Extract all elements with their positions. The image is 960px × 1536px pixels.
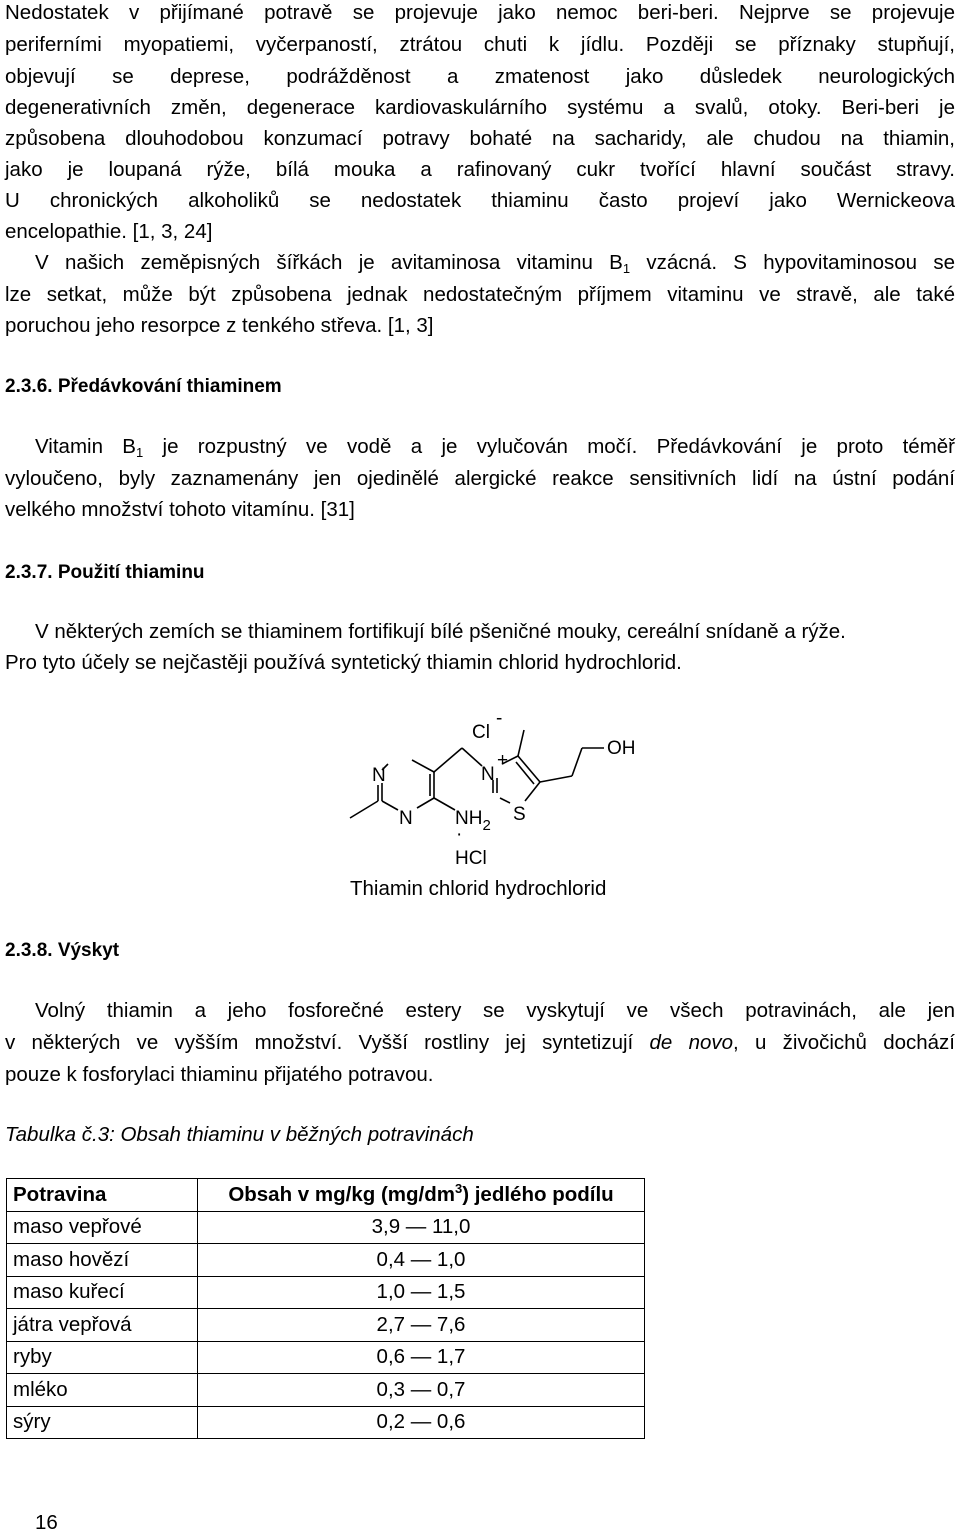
bond xyxy=(540,776,572,782)
table-row xyxy=(7,1309,645,1342)
text-line: periferními myopatiemi, vyčerpaností, ztrátou chuti k jídlu. Později se příznaky stupňují, xyxy=(5,33,955,56)
food-cell: játra vepřová xyxy=(7,1309,198,1342)
text-line: způsobena dlouhodobou konzumací potravy bohaté na sacharidy, ale chudou na thiamin, xyxy=(5,127,955,150)
table-header-row xyxy=(7,1179,645,1212)
table-row xyxy=(7,1244,645,1277)
text-segment: je rozpustný ve vodě a je vylučován močí. Předávkování je proto téměř xyxy=(143,435,955,458)
text-line: Volný thiamin a jeho fosforečné estery se vyskytují ve všech potravinách, ale jen xyxy=(35,999,955,1022)
text-segment: , u živočichů dochází xyxy=(733,1031,956,1054)
food-cell: maso hovězí xyxy=(7,1244,198,1277)
text-segment: vzácná. S hypovitaminosou se xyxy=(630,251,955,274)
text-line: poruchou jeho resorpce z tenkého střeva. [1, 3] xyxy=(5,314,434,337)
adduct-dot: · xyxy=(456,824,463,845)
table-row xyxy=(7,1276,645,1309)
amino-main: NH xyxy=(455,808,483,829)
text-line: V některých zemích se thiaminem fortifikují bílé pšeničné mouky, cereální snídaně a rýže. xyxy=(35,620,846,643)
table-row xyxy=(7,1341,645,1374)
subscript: 1 xyxy=(135,445,144,460)
bond xyxy=(500,798,510,803)
bond xyxy=(572,748,582,776)
text-segment: V našich zeměpisných šířkách je avitaminosa vitaminu B xyxy=(35,251,623,274)
superscript: 3 xyxy=(454,1180,463,1196)
bond xyxy=(350,801,378,818)
value-cell: 1,0 — 1,5 xyxy=(198,1276,645,1309)
text-line: jako je loupaná rýže, bílá mouka a rafinovaný cukr tvořící hlavní součást stravy. xyxy=(5,158,955,181)
text-line: Nedostatek v přijímané potravě se projevuje jako nemoc beri-beri. Nejprve se projevuje xyxy=(5,1,955,24)
header-value-text: ) jedlého podílu xyxy=(462,1182,614,1206)
header-value xyxy=(198,1179,645,1212)
text-line xyxy=(35,250,955,276)
table-row xyxy=(7,1374,645,1407)
bond xyxy=(518,730,524,756)
value-cell: 0,6 — 1,7 xyxy=(198,1341,645,1374)
section-heading: 2.3.6. Předávkování thiaminem xyxy=(5,376,282,397)
text-segment: v některých ve vyšším množství. Vyšší rostliny jej syntetizují xyxy=(5,1031,650,1054)
pyrimidine-nitrogen: N xyxy=(372,765,386,786)
amino-subscript: 2 xyxy=(482,817,491,834)
thiazole-nitrogen: N xyxy=(481,764,495,785)
plus-sign: + xyxy=(497,750,509,771)
bond xyxy=(434,748,462,772)
text-line: degenerativních změn, degenerace kardiovaskulárního systému a svalů, otoky. Beri-beri je xyxy=(5,96,955,119)
bond xyxy=(382,801,398,810)
table-caption: Tabulka č.3: Obsah thiaminu v běžných potravinách xyxy=(5,1123,474,1146)
sulfur-atom: S xyxy=(513,804,526,825)
food-cell: mléko xyxy=(7,1374,198,1407)
value-cell: 0,4 — 1,0 xyxy=(198,1244,645,1277)
structure-caption: Thiamin chlorid hydrochlorid xyxy=(350,877,607,900)
text-line: objevují se deprese, podrážděnost a zmatenost jako důsledek neurologických xyxy=(5,65,955,88)
text-line: pouze k fosforylaci thiaminu přijatého potravou. xyxy=(5,1063,434,1086)
table-row xyxy=(7,1211,645,1244)
italic-term: de novo xyxy=(649,1031,734,1054)
bond xyxy=(434,798,455,810)
food-cell: sýry xyxy=(7,1406,198,1439)
section-heading: 2.3.7. Použití thiaminu xyxy=(5,562,205,583)
food-cell: maso kuřecí xyxy=(7,1276,198,1309)
table-row xyxy=(7,1406,645,1439)
header-food: Potravina xyxy=(7,1179,198,1212)
thiamine-content-table xyxy=(6,1178,645,1439)
hcl-label: HCl xyxy=(455,848,487,869)
food-cell: maso vepřové xyxy=(7,1211,198,1244)
minus-sign: - xyxy=(496,708,503,729)
section-heading: 2.3.8. Výskyt xyxy=(5,940,120,961)
bond xyxy=(462,748,482,766)
text-line: lze setkat, může být způsobena jednak nedostatečným příjmem vitaminu ve stravě, ale také xyxy=(5,283,955,306)
bonds xyxy=(350,730,604,818)
food-cell: ryby xyxy=(7,1341,198,1374)
pyrimidine-nitrogen: N xyxy=(399,808,413,829)
text-line xyxy=(5,1030,955,1056)
text-line: vyloučeno, byly zaznamenány jen ojedinělé alergické reakce sensitivních lidí na ústní podání xyxy=(5,467,955,490)
text-segment: Vitamin B xyxy=(35,435,136,458)
page-number: 16 xyxy=(35,1511,58,1534)
text-line: U chronických alkoholiků se nedostatek thiaminu často projeví jako Wernickeova xyxy=(5,189,955,212)
value-cell: 3,9 — 11,0 xyxy=(198,1211,645,1244)
value-cell: 0,3 — 0,7 xyxy=(198,1374,645,1407)
text-line xyxy=(35,434,955,460)
subscript: 1 xyxy=(622,261,631,276)
bond xyxy=(417,798,434,808)
bond xyxy=(412,760,434,772)
bond xyxy=(525,782,540,801)
text-line: encelopathie. [1, 3, 24] xyxy=(5,220,213,243)
value-cell: 2,7 — 7,6 xyxy=(198,1309,645,1342)
text-line: velkého množství tohoto vitamínu. [31] xyxy=(5,498,355,521)
chloride-symbol: Cl xyxy=(472,722,490,743)
text-line: Pro tyto účely se nejčastěji používá syntetický thiamin chlorid hydrochlorid. xyxy=(5,651,682,674)
value-cell: 0,2 — 0,6 xyxy=(198,1406,645,1439)
hydroxyl-group: OH xyxy=(607,738,636,759)
header-value-text: Obsah v mg/kg (mg/dm xyxy=(228,1182,455,1206)
